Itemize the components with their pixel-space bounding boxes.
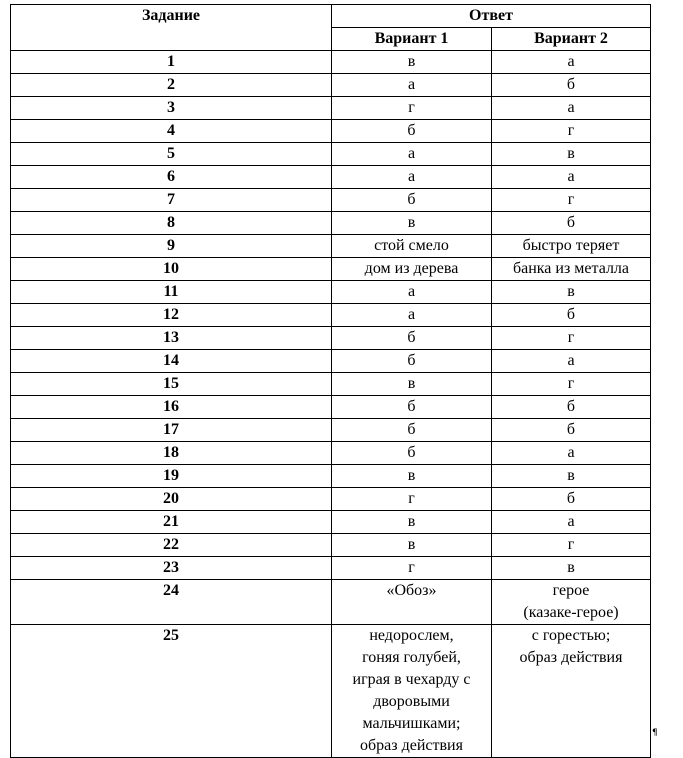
variant1-answer: дом из дерева	[332, 258, 492, 281]
variant1-answer: стой смело	[332, 235, 492, 258]
variant2-answer: а	[492, 442, 651, 465]
variant2-answer: в	[492, 143, 651, 166]
task-number: 5	[11, 143, 332, 166]
variant2-answer: а	[492, 511, 651, 534]
table-row	[11, 442, 651, 465]
variant2-answer: а	[492, 350, 651, 373]
answer-line: недорослем,	[369, 627, 454, 644]
task-number: 25	[11, 625, 332, 758]
variant2-answer: б	[492, 212, 651, 235]
task-number: 3	[11, 97, 332, 120]
variant1-answer: а	[332, 166, 492, 189]
task-number: 12	[11, 304, 332, 327]
variant1-answer	[332, 625, 492, 758]
variant1-answer: «Обоз»	[332, 580, 492, 625]
table-row	[11, 373, 651, 396]
answer-line: мальчишками;	[362, 715, 461, 732]
table-row	[11, 74, 651, 97]
answer-line: с горестью;	[531, 627, 611, 644]
answer-line: (казаке-герое)	[523, 604, 619, 621]
answer-line: дворовыми	[373, 693, 450, 710]
variant2-answer: а	[492, 166, 651, 189]
task-number: 13	[11, 327, 332, 350]
answers-table-body	[11, 51, 651, 580]
variant2-answer: в	[492, 465, 651, 488]
table-row	[11, 327, 651, 350]
task-number: 14	[11, 350, 332, 373]
task-number: 8	[11, 212, 332, 235]
table-row	[11, 350, 651, 373]
table-row	[11, 51, 651, 74]
variant2-answer: г	[492, 534, 651, 557]
table-row	[11, 465, 651, 488]
table-row	[11, 488, 651, 511]
variant2-column-header: Вариант 2	[492, 28, 651, 51]
table-row	[11, 419, 651, 442]
variant2-answer	[492, 625, 651, 758]
variant1-answer: в	[332, 212, 492, 235]
table-row	[11, 189, 651, 212]
variant1-answer: в	[332, 51, 492, 74]
variant2-answer: банка из металла	[492, 258, 651, 281]
variant2-answer: г	[492, 120, 651, 143]
table-row	[11, 212, 651, 235]
answer-column-header: Ответ	[332, 5, 651, 28]
variant2-answer: б	[492, 396, 651, 419]
variant2-answer: в	[492, 281, 651, 304]
task-number: 15	[11, 373, 332, 396]
task-number: 17	[11, 419, 332, 442]
answers-table	[10, 4, 651, 758]
table-row	[11, 258, 651, 281]
variant1-answer: а	[332, 304, 492, 327]
paragraph-mark: ¶	[652, 728, 658, 738]
table-row	[11, 281, 651, 304]
task-number: 22	[11, 534, 332, 557]
task-number: 1	[11, 51, 332, 74]
task-number: 16	[11, 396, 332, 419]
task-number: 11	[11, 281, 332, 304]
task-number: 20	[11, 488, 332, 511]
table-row	[11, 304, 651, 327]
table-row	[11, 534, 651, 557]
task-number: 21	[11, 511, 332, 534]
variant2-answer: б	[492, 74, 651, 97]
answer-line: образ действия	[519, 649, 623, 666]
table-row-24	[11, 580, 651, 625]
variant1-column-header: Вариант 1	[332, 28, 492, 51]
variant2-answer: б	[492, 304, 651, 327]
variant1-answer: б	[332, 120, 492, 143]
variant1-answer: г	[332, 488, 492, 511]
table-row	[11, 166, 651, 189]
table-row	[11, 511, 651, 534]
variant1-answer: б	[332, 396, 492, 419]
table-row	[11, 396, 651, 419]
task-number: 6	[11, 166, 332, 189]
variant1-answer: б	[332, 350, 492, 373]
task-number: 18	[11, 442, 332, 465]
variant1-answer: г	[332, 557, 492, 580]
variant1-answer: б	[332, 189, 492, 212]
task-column-header: Задание	[11, 5, 332, 51]
table-row-25	[11, 625, 651, 758]
table-row	[11, 143, 651, 166]
variant1-answer: а	[332, 281, 492, 304]
variant2-answer: б	[492, 488, 651, 511]
task-number: 19	[11, 465, 332, 488]
answer-line: гоняя голубей,	[362, 649, 461, 666]
variant1-answer: б	[332, 327, 492, 350]
variant1-answer: в	[332, 373, 492, 396]
table-row	[11, 235, 651, 258]
variant1-answer: г	[332, 97, 492, 120]
table-row	[11, 120, 651, 143]
table-row	[11, 97, 651, 120]
task-number: 7	[11, 189, 332, 212]
variant2-answer: а	[492, 97, 651, 120]
variant2-answer: а	[492, 51, 651, 74]
variant2-answer	[492, 580, 651, 625]
variant1-answer: б	[332, 419, 492, 442]
answer-line: образ действия	[360, 737, 463, 754]
task-number: 23	[11, 557, 332, 580]
variant1-answer: в	[332, 465, 492, 488]
variant2-answer: г	[492, 373, 651, 396]
task-number: 2	[11, 74, 332, 97]
task-number: 4	[11, 120, 332, 143]
variant1-answer: б	[332, 442, 492, 465]
variant2-answer: г	[492, 189, 651, 212]
answer-line: играя в чехарду с	[352, 671, 471, 688]
variant2-answer: г	[492, 327, 651, 350]
variant1-answer: а	[332, 143, 492, 166]
variant1-answer: а	[332, 74, 492, 97]
variant2-answer: б	[492, 419, 651, 442]
task-number: 9	[11, 235, 332, 258]
variant2-answer: в	[492, 557, 651, 580]
variant1-answer: в	[332, 511, 492, 534]
table-row	[11, 557, 651, 580]
answer-line: герое	[552, 582, 590, 599]
task-number: 24	[11, 580, 332, 625]
task-number: 10	[11, 258, 332, 281]
variant1-answer: в	[332, 534, 492, 557]
variant2-answer: быстро теряет	[492, 235, 651, 258]
